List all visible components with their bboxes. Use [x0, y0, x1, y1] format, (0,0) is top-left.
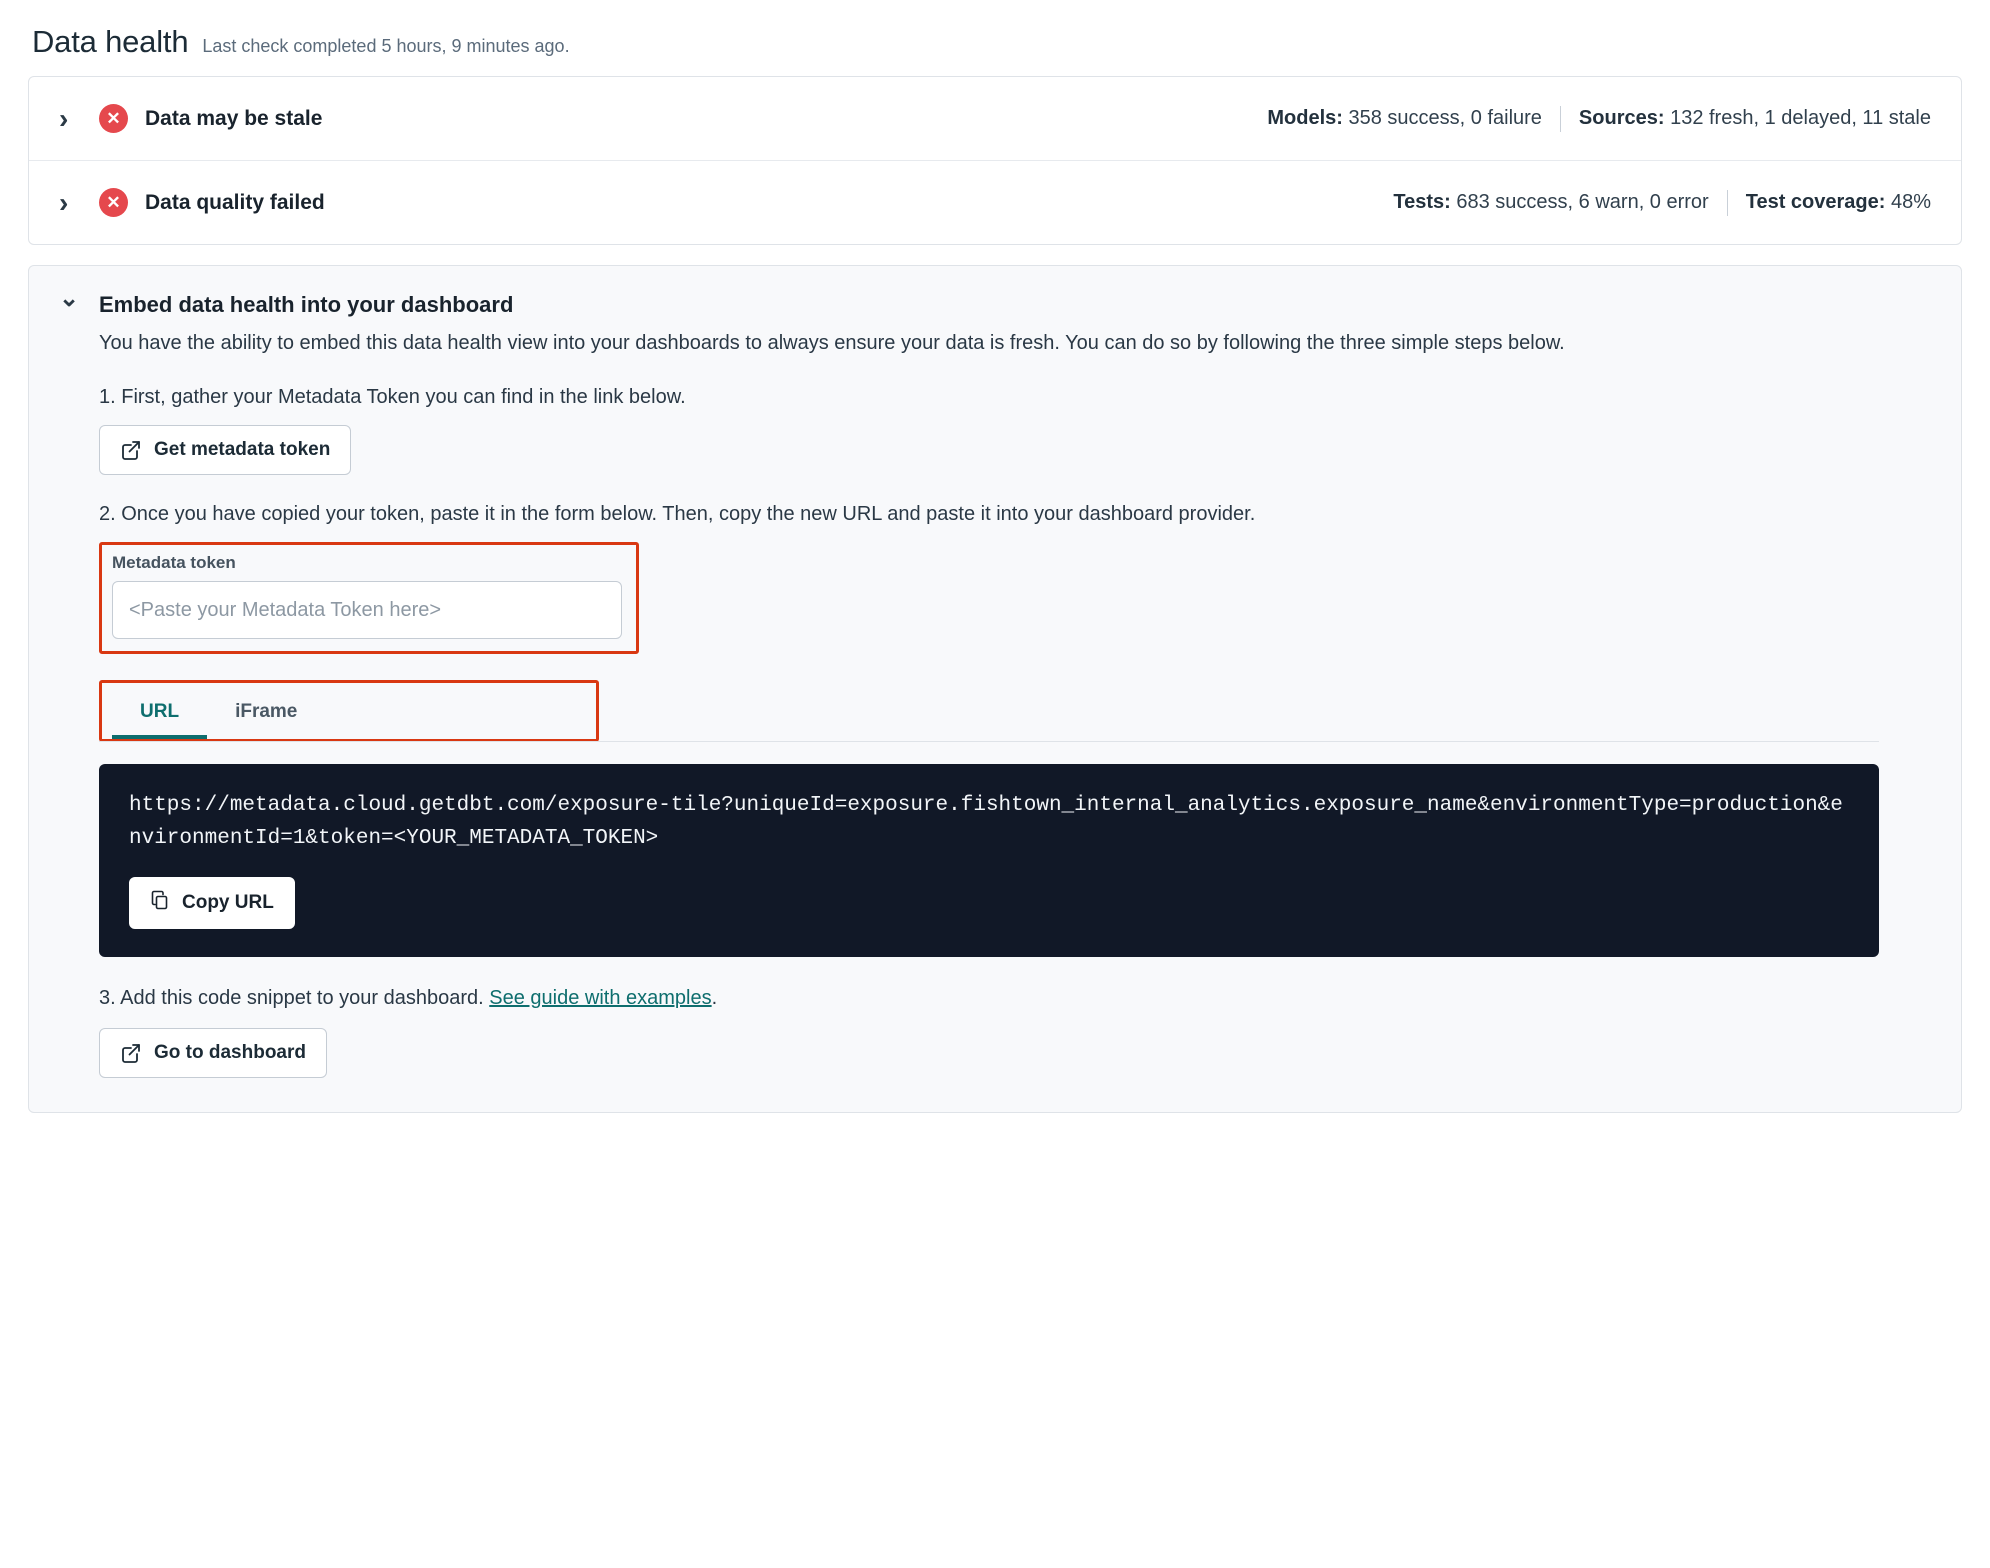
status-metrics [1393, 190, 1931, 216]
embed-body [59, 328, 1931, 1078]
status-label: Data may be stale [145, 106, 323, 130]
copy-url-label: Copy URL [182, 892, 274, 914]
code-block [99, 764, 1879, 957]
metric-key: Test coverage: [1745, 191, 1886, 213]
metric-divider [1727, 190, 1728, 216]
go-to-dashboard-label: Go to dashboard [154, 1042, 306, 1064]
metric-divider [1560, 106, 1561, 132]
metric-value: 358 success, 0 failure [1348, 107, 1542, 129]
go-to-dashboard-button[interactable] [99, 1028, 327, 1078]
metric-key: Tests: [1393, 191, 1451, 213]
embed-card [28, 265, 1962, 1113]
external-link-icon [120, 1042, 142, 1064]
metadata-token-label: Metadata token [112, 553, 236, 572]
external-link-icon [120, 439, 142, 461]
tab-url[interactable]: URL [112, 685, 207, 739]
embed-format-tabs [102, 685, 596, 739]
embed-header[interactable] [59, 292, 1931, 318]
status-row-data-stale[interactable] [29, 77, 1961, 160]
copy-url-button[interactable] [129, 877, 295, 929]
step-3-text [99, 987, 1931, 1010]
metric-value: 132 fresh, 1 delayed, 11 stale [1670, 107, 1931, 129]
metric-value: 683 success, 6 warn, 0 error [1456, 191, 1709, 213]
tab-iframe[interactable]: iFrame [235, 701, 298, 722]
metric-value: 48% [1890, 191, 1931, 213]
step-2-text: 2. Once you have copied your token, paste it in the form below. Then, copy the new URL and paste it into your dashboard provider. [99, 503, 1256, 525]
page-title: Data health [32, 24, 189, 59]
error-circle-icon: ✕ [99, 188, 128, 217]
metric-key: Models: [1267, 107, 1343, 129]
metadata-token-annotation [99, 542, 639, 654]
step-1-text: 1. First, gather your Metadata Token you can find in the link below. [99, 386, 686, 408]
status-label: Data quality failed [145, 190, 325, 214]
get-metadata-token-label: Get metadata token [154, 439, 331, 460]
tabs-annotation [99, 680, 599, 742]
step-3-suffix: . [711, 987, 718, 1010]
status-metrics [1267, 106, 1931, 132]
page-header [28, 18, 1962, 76]
error-circle-icon: ✕ [99, 104, 128, 133]
status-card [28, 76, 1962, 245]
see-guide-link[interactable]: See guide with examples [489, 987, 712, 1010]
copy-icon [150, 890, 170, 916]
status-row-data-quality[interactable] [29, 160, 1961, 244]
embed-url-text: https://metadata.cloud.getdbt.com/exposure-tile?uniqueId=exposure.fishtown_internal_analytics.exposure_name&environmentType=production&environmentId=1&token=<YOUR_METADATA_TOKEN> [129, 794, 1843, 850]
chevron-right-icon[interactable] [59, 189, 81, 217]
chevron-right-icon[interactable] [59, 105, 81, 133]
chevron-down-icon[interactable] [59, 293, 81, 317]
metric-key: Sources: [1578, 107, 1665, 129]
embed-title: Embed data health into your dashboard [99, 292, 514, 317]
tabs-underline [99, 741, 1879, 742]
last-check-status: Last check completed 5 hours, 9 minutes ago. [202, 36, 570, 56]
step-3-prefix: 3. Add this code snippet to your dashboard. [99, 987, 490, 1010]
embed-description: You have the ability to embed this data health view into your dashboards to always ensure your data is fresh. You can do so by following the three simple steps below. [99, 332, 1565, 354]
metadata-token-input[interactable] [112, 581, 622, 639]
get-metadata-token-button[interactable] [99, 425, 351, 475]
